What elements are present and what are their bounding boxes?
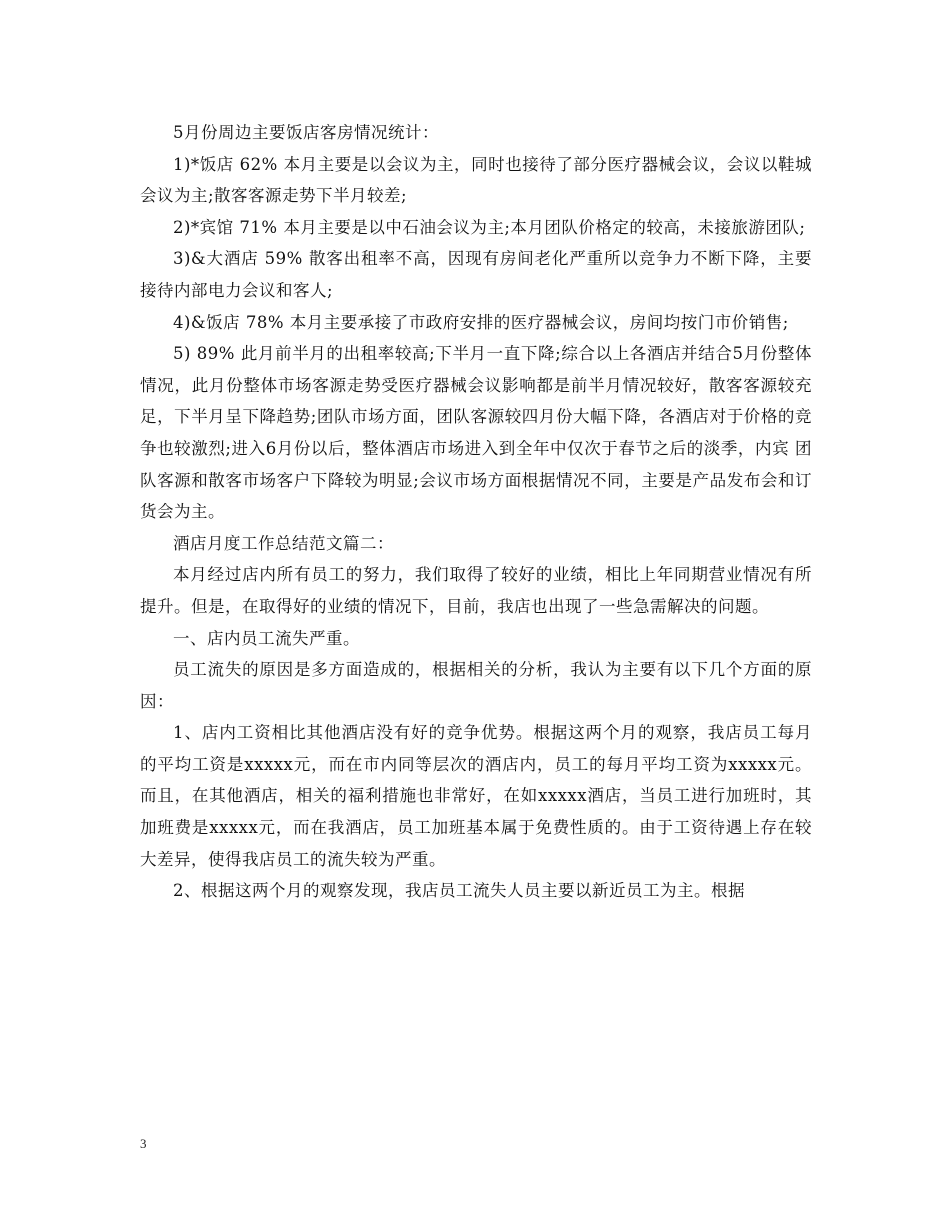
paragraph-8: 本月经过店内所有员工的努力，我们取得了较好的业绩，相比上年同期营业情况有所提升。但是，在取得好的业绩的情况下，目前，我店也出现了一些急需解决的问题。 xyxy=(140,565,812,616)
paragraph-3: 2)*宾馆 71% 本月主要是以中石油会议为主;本月团队价格定的较高，未接旅游团队; xyxy=(173,217,806,237)
paragraph-10: 员工流失的原因是多方面造成的，根据相关的分析，我认为主要有以下几个方面的原因： xyxy=(140,660,812,711)
paragraph-12: 2、根据这两个月的观察发现，我店员工流失人员主要以新近员工为主。根据 xyxy=(173,881,745,901)
paragraph-5: 4)&饭店 78% 本月主要承接了市政府安排的医疗器械会议，房间均按门市价销售; xyxy=(173,312,789,332)
page-number: 3 xyxy=(140,1136,147,1151)
document-body xyxy=(140,117,812,907)
paragraph-6: 5) 89% 此月前半月的出租率较高;下半月一直下降;综合以上各酒店并结合5月份整体情况，此月份整体市场客源走势受医疗器械会议影响都是前半月情况较好，散客客源较充足，下半月呈下降趋势;团队市场方面，团队客源较四月份大幅下降，各酒店对于价格的竞争也较激烈;进入6月份以后，整体酒店市场进入到全年中仅次于春节之后的淡季，内宾 团队客源和散客市场客户下降较为明显;会议市场方面根据情况不同，主要是产品发布会和订货会为主。 xyxy=(140,344,812,522)
paragraph-2: 1)*饭店 62% 本月主要是以会议为主，同时也接待了部分医疗器械会议，会议以鞋城会议为主;散客客源走势下半月较差; xyxy=(140,154,812,206)
section-heading: 酒店月度工作总结范文篇二： xyxy=(173,533,394,553)
subheading-1: 一、店内员工流失严重。 xyxy=(173,628,360,648)
paragraph-1: 5月份周边主要饭店客房情况统计： xyxy=(173,123,439,142)
paragraph-11: 1、店内工资相比其他酒店没有好的竞争优势。根据这两个月的观察，我店员工每月的平均工资是xxxxx元，而在市内同等层次的酒店内，员工的每月平均工资为xxxxx元。而且，在其他酒店，相关的福利措施也非常好，在如xxxxx酒店，当员工进行加班时，其加班费是xxxxx元，而在我酒店，员工加班基本属于免费性质的。由于工资待遇上存在较大差异，使得我店员工的流失较为严重。 xyxy=(140,723,812,869)
paragraph-4: 3)&大酒店 59% 散客出租率不高，因现有房间老化严重所以竞争力不断下降，主要接待内部电力会议和客人; xyxy=(140,249,812,300)
